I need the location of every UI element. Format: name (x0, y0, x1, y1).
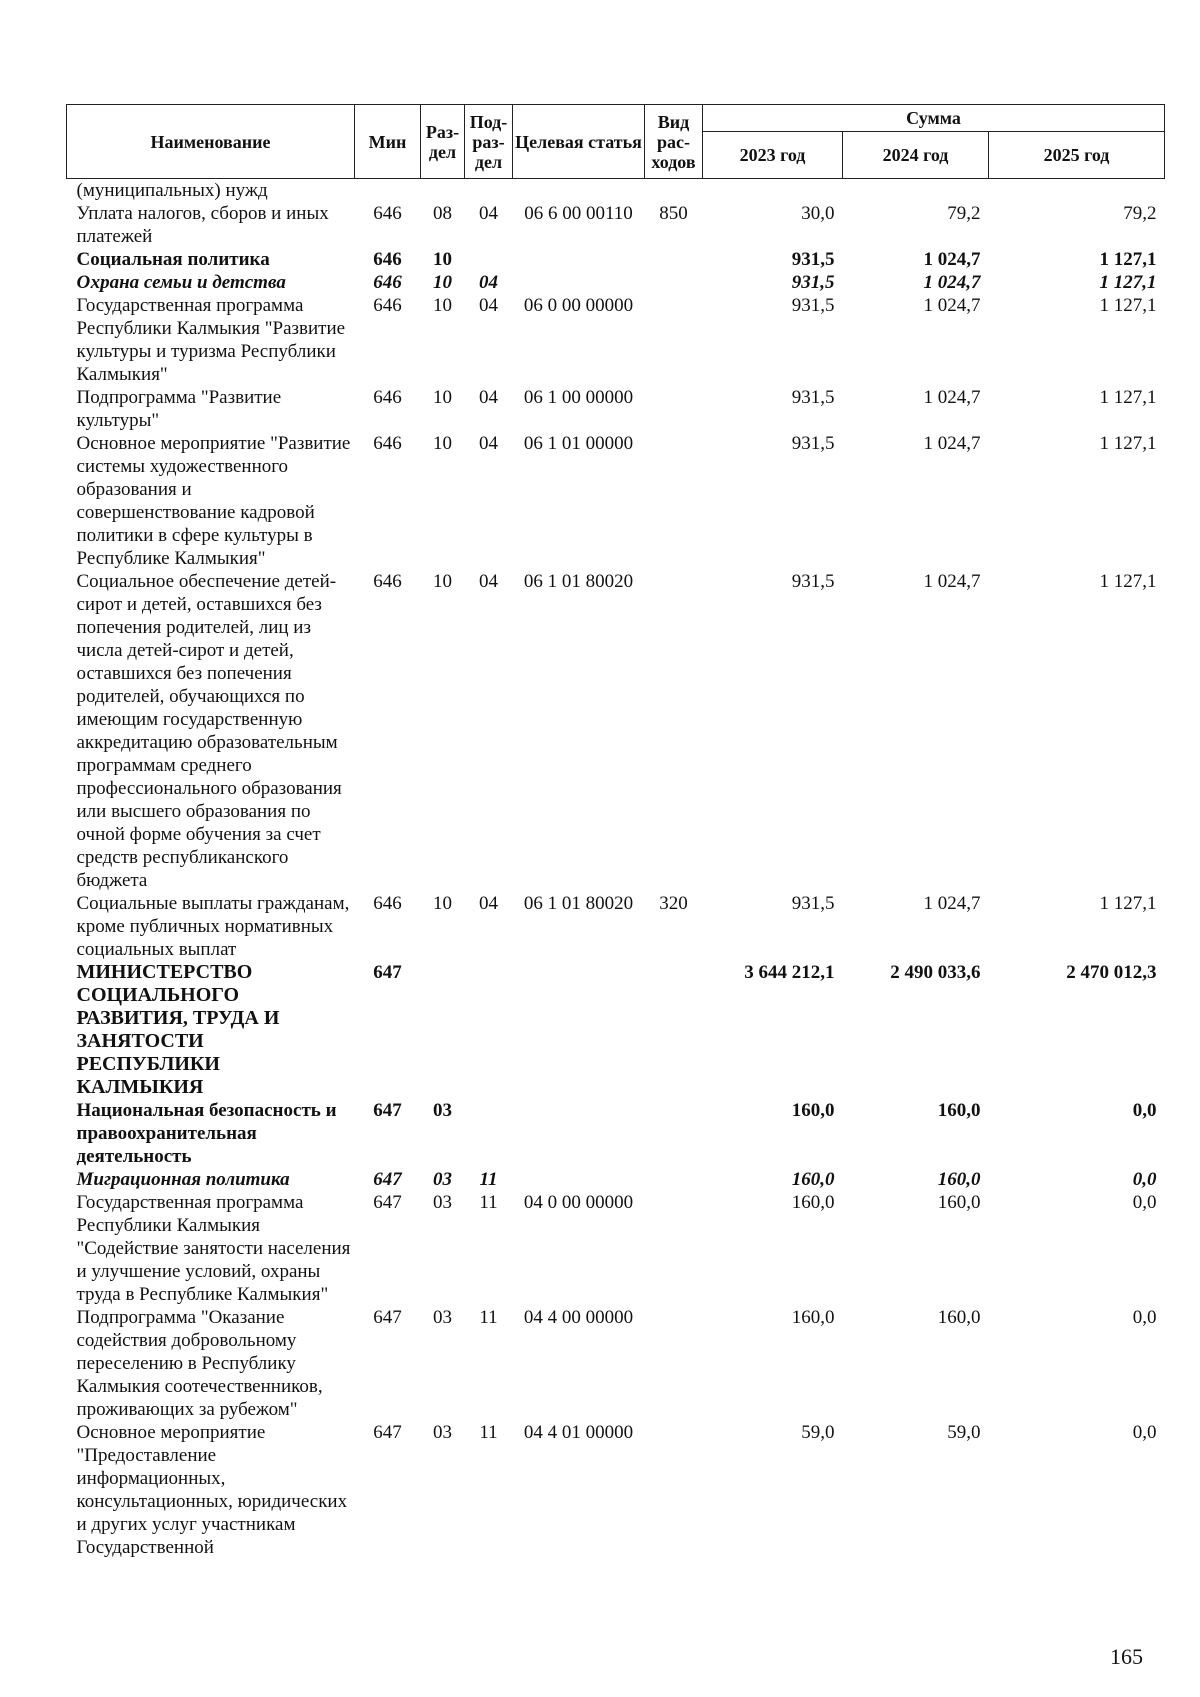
cell-2024: 1 024,7 (923, 272, 981, 293)
cell-target: 06 1 01 00000 (523, 433, 634, 454)
cell-razdel: 03 (433, 1100, 452, 1121)
cell-2025: 0,0 (1132, 1307, 1157, 1328)
cell-podrazdel: 11 (479, 1192, 498, 1213)
cell-2025: 79,2 (1123, 203, 1157, 224)
cell-2024: 59,0 (947, 1422, 981, 1443)
cell-name: Основное мероприятие "Предоставление информационных, консультационных, юридических и других услуг участникам Государственной (76, 1422, 348, 1558)
cell-target (513, 179, 645, 203)
cell-target: 04 4 00 00000 (523, 1307, 634, 1328)
cell-2025: 1 127,1 (1099, 249, 1157, 270)
cell-vid: 850 (659, 203, 688, 224)
table-row (67, 248, 1165, 271)
header-min: Мин (355, 105, 421, 179)
cell-podrazdel (465, 961, 513, 1099)
table-row (67, 1306, 1165, 1421)
cell-min: 647 (373, 962, 402, 983)
header-podrazdel: Под-раз-дел (465, 105, 513, 179)
cell-2023: 931,5 (791, 571, 835, 592)
cell-min: 647 (373, 1307, 402, 1328)
cell-name: МИНИСТЕРСТВО СОЦИАЛЬНОГО РАЗВИТИЯ, ТРУДА И ЗАНЯТОСТИ РЕСПУБЛИКИ КАЛМЫКИЯ (76, 961, 280, 1098)
cell-vid (645, 294, 703, 386)
cell-podrazdel (465, 1099, 513, 1168)
cell-name: Социальные выплаты гражданам, кроме публичных нормативных социальных выплат (76, 893, 350, 960)
cell-podrazdel: 04 (479, 387, 498, 408)
cell-2025 (989, 179, 1165, 203)
cell-podrazdel: 04 (479, 433, 498, 454)
cell-vid (645, 1191, 703, 1306)
cell-min: 647 (373, 1100, 402, 1121)
cell-2025: 1 127,1 (1099, 433, 1157, 454)
cell-razdel: 10 (433, 433, 452, 454)
cell-podrazdel: 04 (479, 893, 498, 914)
cell-min: 646 (373, 433, 402, 454)
cell-min: 647 (373, 1192, 402, 1213)
table-row (67, 892, 1165, 961)
cell-min (355, 179, 421, 203)
cell-name: Уплата налогов, сборов и иных платежей (76, 203, 329, 247)
cell-razdel: 10 (433, 571, 452, 592)
cell-name: Государственная программа Республики Калмыкия "Содействие занятости населения и улучшение условий, охраны труда в Республике Калмыкия" (76, 1192, 351, 1305)
cell-2024: 160,0 (937, 1307, 981, 1328)
cell-vid (645, 570, 703, 892)
cell-2025: 1 127,1 (1099, 387, 1157, 408)
table-row (67, 294, 1165, 386)
cell-name: Охрана семьи и детства (76, 272, 286, 293)
cell-name: Национальная безопасность и правоохранительная деятельность (76, 1100, 337, 1167)
cell-2023 (703, 179, 843, 203)
cell-target (513, 1168, 645, 1191)
cell-2025: 0,0 (1132, 1192, 1157, 1213)
cell-2025: 1 127,1 (1099, 571, 1157, 592)
cell-name: Социальное обеспечение детей-сирот и детей, оставшихся без попечения родителей, лиц из числа детей-сирот и детей, оставшихся без попечения родителей, обучающихся по имеющим государственную аккредитацию образовательным программам среднего профессионального образования или высшего образования по очной форме обучения за счет средств республиканского бюджета (76, 571, 342, 891)
header-2025: 2025 год (989, 132, 1165, 179)
table-row (67, 1421, 1165, 1559)
header-summa: Сумма (703, 105, 1165, 132)
table-row (67, 271, 1165, 294)
cell-vid (645, 248, 703, 271)
cell-vid (645, 386, 703, 432)
cell-min: 646 (373, 272, 402, 293)
table-row (67, 202, 1165, 248)
cell-2024: 1 024,7 (923, 249, 981, 270)
cell-target (513, 1099, 645, 1168)
cell-razdel: 03 (433, 1307, 452, 1328)
table-row (67, 570, 1165, 892)
cell-name: Миграционная политика (76, 1169, 290, 1190)
cell-podrazdel: 04 (479, 571, 498, 592)
cell-razdel: 10 (433, 387, 452, 408)
cell-razdel (421, 179, 465, 203)
cell-2023: 160,0 (791, 1307, 835, 1328)
cell-target: 06 1 01 80020 (523, 571, 634, 592)
cell-podrazdel: 11 (479, 1307, 498, 1328)
cell-2025: 1 127,1 (1099, 295, 1157, 316)
table-row (67, 1168, 1165, 1191)
cell-2024: 1 024,7 (923, 433, 981, 454)
cell-target (513, 248, 645, 271)
cell-min: 646 (373, 571, 402, 592)
cell-razdel: 10 (433, 893, 452, 914)
cell-podrazdel: 04 (479, 272, 498, 293)
cell-podrazdel: 04 (479, 203, 498, 224)
cell-2024 (843, 179, 989, 203)
header-name: Наименование (67, 105, 355, 179)
cell-2024: 160,0 (937, 1100, 981, 1121)
cell-target: 04 0 00 00000 (523, 1192, 634, 1213)
cell-min: 647 (373, 1169, 402, 1190)
cell-min: 646 (373, 893, 402, 914)
cell-2023: 160,0 (791, 1169, 835, 1190)
cell-name: Подпрограмма "Развитие культуры" (76, 387, 282, 431)
cell-podrazdel: 04 (479, 295, 498, 316)
cell-2025: 0,0 (1132, 1169, 1157, 1190)
cell-2023: 931,5 (791, 295, 835, 316)
cell-2024: 1 024,7 (923, 893, 981, 914)
cell-min: 646 (373, 203, 402, 224)
cell-2025: 0,0 (1132, 1100, 1157, 1121)
cell-podrazdel: 11 (479, 1422, 498, 1443)
cell-2025: 0,0 (1132, 1422, 1157, 1443)
cell-2025: 1 127,1 (1099, 893, 1157, 914)
header-2024: 2024 год (843, 132, 989, 179)
cell-target: 06 0 00 00000 (523, 295, 634, 316)
cell-target: 04 4 01 00000 (523, 1422, 634, 1443)
cell-vid: 320 (659, 893, 688, 914)
cell-min: 647 (373, 1422, 402, 1443)
cell-2025: 2 470 012,3 (1066, 962, 1157, 983)
header-target: Целевая статья (513, 105, 645, 179)
cell-name: Государственная программа Республики Калмыкия "Развитие культуры и туризма Республики Калмыкия" (76, 295, 346, 385)
cell-target (513, 271, 645, 294)
cell-vid (645, 271, 703, 294)
cell-name: (муниципальных) нужд (76, 180, 268, 201)
cell-target: 06 1 00 00000 (523, 387, 634, 408)
cell-min: 646 (373, 295, 402, 316)
header-vid: Вид рас-ходов (645, 105, 703, 179)
cell-razdel: 10 (433, 295, 452, 316)
cell-2023: 30,0 (801, 203, 835, 224)
cell-razdel: 03 (433, 1422, 452, 1443)
cell-2023: 931,5 (791, 433, 835, 454)
cell-target: 06 6 00 00110 (524, 203, 633, 224)
cell-name: Основное мероприятие "Развитие системы художественного образования и совершенствование кадровой политики в сфере культуры в Республике Калмыкия" (76, 433, 351, 569)
cell-vid (645, 1306, 703, 1421)
cell-vid (645, 1421, 703, 1559)
table-row (67, 386, 1165, 432)
table-row (67, 1099, 1165, 1168)
cell-vid (645, 1168, 703, 1191)
cell-2023: 931,5 (791, 249, 835, 270)
cell-2024: 1 024,7 (923, 571, 981, 592)
cell-min: 646 (373, 249, 402, 270)
cell-vid (645, 432, 703, 570)
cell-razdel: 03 (433, 1192, 452, 1213)
table-row (67, 1191, 1165, 1306)
cell-2024: 160,0 (937, 1169, 981, 1190)
page-number: 165 (1110, 1644, 1143, 1669)
cell-min: 646 (373, 387, 402, 408)
cell-razdel: 10 (433, 249, 452, 270)
cell-razdel (421, 961, 465, 1099)
table-header (67, 105, 1165, 179)
table-row (67, 432, 1165, 570)
header-razdel: Раз-дел (421, 105, 465, 179)
cell-podrazdel (465, 248, 513, 271)
cell-razdel: 10 (433, 272, 452, 293)
cell-2023: 931,5 (791, 272, 835, 293)
cell-2023: 931,5 (791, 893, 835, 914)
cell-name: Подпрограмма "Оказание содействия добровольному переселению в Республику Калмыкия соотечественников, проживающих за рубежом" (76, 1307, 323, 1420)
cell-vid (645, 179, 703, 203)
cell-vid (645, 961, 703, 1099)
cell-2023: 3 644 212,1 (744, 962, 835, 983)
cell-podrazdel (465, 179, 513, 203)
header-2023: 2023 год (703, 132, 843, 179)
cell-target (513, 961, 645, 1099)
cell-2025: 1 127,1 (1099, 272, 1157, 293)
cell-2024: 79,2 (947, 203, 981, 224)
table-row (67, 961, 1165, 1099)
cell-podrazdel: 11 (479, 1169, 498, 1190)
cell-2023: 931,5 (791, 387, 835, 408)
cell-target: 06 1 01 80020 (523, 893, 634, 914)
table-row (67, 179, 1165, 203)
cell-razdel: 03 (433, 1169, 452, 1190)
cell-vid (645, 1099, 703, 1168)
cell-2024: 1 024,7 (923, 387, 981, 408)
cell-2024: 2 490 033,6 (890, 962, 981, 983)
budget-table (66, 104, 1165, 1559)
table-body (67, 179, 1165, 1560)
cell-2023: 59,0 (801, 1422, 835, 1443)
cell-razdel: 08 (433, 203, 452, 224)
cell-2023: 160,0 (791, 1100, 835, 1121)
cell-2023: 160,0 (791, 1192, 835, 1213)
cell-2024: 160,0 (937, 1192, 981, 1213)
cell-name: Социальная политика (76, 249, 270, 270)
cell-2024: 1 024,7 (923, 295, 981, 316)
